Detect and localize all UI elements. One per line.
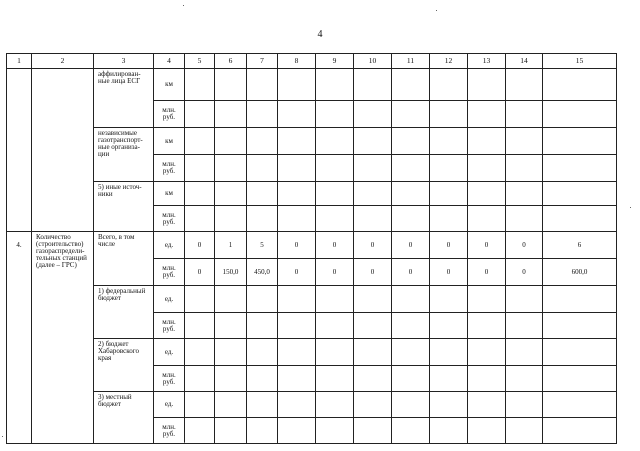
unit: млн. руб. (162, 317, 176, 333)
unit-cell (154, 69, 185, 101)
scan-speck (436, 10, 437, 11)
continued-section (7, 69, 617, 232)
value-cell (430, 339, 468, 366)
value-cell: 0 (430, 259, 468, 286)
value-cell (468, 128, 506, 155)
unit-cell (154, 366, 185, 392)
value-cell (215, 392, 247, 418)
value-cell (354, 182, 392, 206)
column-number: 8 (278, 54, 316, 69)
value-cell (506, 182, 543, 206)
value-cell (215, 206, 247, 232)
value-cell (543, 418, 617, 444)
value-cell (185, 366, 215, 392)
value-cell (185, 418, 215, 444)
value-cell (247, 128, 278, 155)
value-cell (506, 418, 543, 444)
value-cell (215, 286, 247, 313)
column-number: 14 (506, 54, 543, 69)
value-cell (430, 69, 468, 101)
unit-cell (154, 286, 185, 313)
table-row (7, 392, 617, 418)
value-cell: 0 (468, 232, 506, 259)
unit-cell (154, 182, 185, 206)
page-number: 4 (317, 29, 323, 40)
value-cell (316, 286, 354, 313)
value-cell (316, 418, 354, 444)
value-cell (278, 313, 316, 339)
value-cell (543, 313, 617, 339)
value-cell (185, 128, 215, 155)
indicator-name: Количество (строительство) газораспредели- тельных станций (далее – ГРС) (36, 233, 87, 269)
value-cell (247, 182, 278, 206)
unit-cell (154, 418, 185, 444)
funding-source-cell (94, 232, 154, 286)
funding-source: Всего, в том числе (98, 233, 135, 248)
value-cell: 0 (278, 232, 316, 259)
value-cell (543, 286, 617, 313)
funding-source: 3) местный бюджет (98, 393, 132, 408)
value-cell (543, 155, 617, 182)
unit: млн. руб. (162, 370, 176, 386)
value-cell (278, 206, 316, 232)
value-cell (543, 206, 617, 232)
value-cell (392, 128, 430, 155)
unit-cell (154, 313, 185, 339)
value-cell (468, 339, 506, 366)
funding-source: независимые газотранспорт- ные организа- ции (98, 129, 143, 158)
section-number: 4. (16, 241, 22, 249)
value-cell: 0 (316, 232, 354, 259)
scan-speck (630, 207, 631, 208)
column-number: 11 (392, 54, 430, 69)
value-cell (247, 206, 278, 232)
value-cell (247, 69, 278, 101)
value-cell (543, 101, 617, 128)
value-cell (392, 101, 430, 128)
value-cell (278, 418, 316, 444)
scan-speck (2, 436, 3, 437)
value-cell: 0 (354, 259, 392, 286)
value-cell (316, 206, 354, 232)
funding-source-cell (94, 69, 154, 128)
value-cell (392, 366, 430, 392)
value-cell (185, 69, 215, 101)
value-cell (506, 128, 543, 155)
value-cell: 0 (185, 259, 215, 286)
value-cell (430, 418, 468, 444)
unit-cell (154, 155, 185, 182)
column-number: 4 (154, 54, 185, 69)
value-cell (185, 101, 215, 128)
value-cell (354, 69, 392, 101)
value-cell (430, 366, 468, 392)
table-row (7, 128, 617, 155)
value-cell: 0 (316, 259, 354, 286)
value-cell (185, 392, 215, 418)
unit: млн. руб. (162, 210, 176, 226)
indicator-name-cell (32, 69, 94, 232)
value-cell (316, 392, 354, 418)
value-cell: 0 (278, 259, 316, 286)
value-cell (278, 69, 316, 101)
value-cell (316, 339, 354, 366)
value-cell (316, 313, 354, 339)
value-cell (278, 392, 316, 418)
value-cell (506, 366, 543, 392)
column-number: 9 (316, 54, 354, 69)
value-cell (506, 101, 543, 128)
value-cell (354, 366, 392, 392)
value-cell (215, 366, 247, 392)
table-row (7, 286, 617, 313)
row-number-cell (7, 232, 32, 444)
unit-cell (154, 128, 185, 155)
value-cell (247, 101, 278, 128)
value-cell (354, 418, 392, 444)
value-cell (247, 313, 278, 339)
unit: млн. руб. (162, 264, 176, 279)
value-cell (392, 313, 430, 339)
value-cell: 0 (392, 259, 430, 286)
value-cell (392, 339, 430, 366)
table-row (7, 339, 617, 366)
unit: млн. руб. (162, 422, 176, 438)
value-cell (316, 155, 354, 182)
value-cell (247, 155, 278, 182)
unit-cell (154, 392, 185, 418)
table-row (7, 69, 617, 101)
column-number: 3 (94, 54, 154, 69)
unit: км (165, 80, 173, 88)
column-number: 10 (354, 54, 392, 69)
value-cell: 600,0 (543, 259, 617, 286)
value-cell: 0 (354, 232, 392, 259)
value-cell (392, 206, 430, 232)
value-cell (506, 286, 543, 313)
value-cell (247, 392, 278, 418)
value-cell (247, 286, 278, 313)
value-cell (430, 101, 468, 128)
column-number: 12 (430, 54, 468, 69)
value-cell (430, 206, 468, 232)
value-cell (468, 418, 506, 444)
unit: км (165, 136, 173, 145)
value-cell (392, 155, 430, 182)
value-cell (468, 286, 506, 313)
value-cell (185, 286, 215, 313)
value-cell (392, 392, 430, 418)
unit-cell (154, 259, 185, 286)
table-row (7, 232, 617, 259)
value-cell (354, 392, 392, 418)
value-cell: 1 (215, 232, 247, 259)
unit-cell (154, 232, 185, 259)
funding-source-cell (94, 339, 154, 392)
value-cell (543, 128, 617, 155)
value-cell (354, 286, 392, 313)
value-cell (506, 339, 543, 366)
column-number-row (7, 54, 617, 69)
value-cell (247, 366, 278, 392)
column-number: 6 (215, 54, 247, 69)
value-cell (185, 339, 215, 366)
value-cell (215, 101, 247, 128)
unit: ед. (164, 240, 174, 249)
value-cell (543, 366, 617, 392)
value-cell (430, 128, 468, 155)
value-cell: 5 (247, 232, 278, 259)
value-cell (247, 418, 278, 444)
value-cell (430, 182, 468, 206)
value-cell (468, 182, 506, 206)
value-cell (316, 101, 354, 128)
value-cell (278, 128, 316, 155)
value-cell (185, 206, 215, 232)
unit: млн. руб. (162, 160, 176, 175)
funding-source-cell (94, 392, 154, 444)
value-cell (215, 155, 247, 182)
value-cell (354, 128, 392, 155)
value-cell (468, 206, 506, 232)
value-cell (430, 155, 468, 182)
value-cell (278, 366, 316, 392)
value-cell (316, 182, 354, 206)
value-cell (278, 339, 316, 366)
value-cell (354, 313, 392, 339)
funding-source: 2) бюджет Хабаровского края (98, 340, 139, 362)
value-cell (392, 182, 430, 206)
value-cell (506, 206, 543, 232)
section-4 (7, 232, 617, 444)
value-cell: 150,0 (215, 259, 247, 286)
value-cell (278, 155, 316, 182)
value-cell (468, 155, 506, 182)
column-number: 5 (185, 54, 215, 69)
value-cell (468, 313, 506, 339)
value-cell: 6 (543, 232, 617, 259)
unit: млн. руб. (162, 106, 176, 121)
value-cell (316, 69, 354, 101)
row-number-cell (7, 69, 32, 232)
value-cell (543, 392, 617, 418)
value-cell: 0 (468, 259, 506, 286)
column-number: 1 (7, 54, 32, 69)
unit: ед. (164, 347, 174, 356)
value-cell (506, 392, 543, 418)
value-cell (354, 101, 392, 128)
value-cell (468, 366, 506, 392)
unit-cell (154, 206, 185, 232)
value-cell (392, 418, 430, 444)
value-cell (392, 286, 430, 313)
value-cell (215, 182, 247, 206)
value-cell (430, 392, 468, 418)
value-cell (247, 339, 278, 366)
value-cell (543, 182, 617, 206)
value-cell (392, 69, 430, 101)
value-cell (316, 128, 354, 155)
unit: ед. (164, 294, 174, 303)
funding-source-cell (94, 128, 154, 182)
value-cell (506, 313, 543, 339)
column-number: 15 (543, 54, 617, 69)
unit-cell (154, 101, 185, 128)
unit: ед. (164, 400, 174, 408)
scan-speck (183, 5, 184, 6)
column-number: 13 (468, 54, 506, 69)
value-cell: 0 (392, 232, 430, 259)
funding-source-cell (94, 286, 154, 339)
value-cell (506, 155, 543, 182)
value-cell (215, 128, 247, 155)
value-cell (354, 339, 392, 366)
value-cell (215, 339, 247, 366)
value-cell (278, 286, 316, 313)
scan-speck (184, 442, 185, 443)
value-cell (215, 418, 247, 444)
column-number: 7 (247, 54, 278, 69)
value-cell: 450,0 (247, 259, 278, 286)
value-cell (215, 313, 247, 339)
value-cell (316, 366, 354, 392)
value-cell (354, 155, 392, 182)
unit-cell (154, 339, 185, 366)
value-cell (185, 313, 215, 339)
funding-source-cell (94, 182, 154, 232)
value-cell (430, 313, 468, 339)
funding-source: аффилирован- ные лица ЕСГ (98, 70, 141, 85)
funding-source: 1) федеральный бюджет (98, 287, 146, 302)
column-number: 2 (32, 54, 94, 69)
value-cell (430, 286, 468, 313)
value-cell (354, 206, 392, 232)
value-cell (468, 101, 506, 128)
value-cell (215, 69, 247, 101)
value-cell (506, 69, 543, 101)
value-cell (543, 69, 617, 101)
value-cell: 0 (185, 232, 215, 259)
unit: км (165, 189, 173, 197)
value-cell (543, 339, 617, 366)
value-cell: 0 (506, 259, 543, 286)
table-row (7, 182, 617, 206)
value-cell (278, 182, 316, 206)
funding-source: 5) иные источ- ники (98, 183, 142, 198)
value-cell: 0 (430, 232, 468, 259)
program-table (6, 53, 617, 444)
indicator-name-cell (32, 232, 94, 444)
value-cell (278, 101, 316, 128)
value-cell (468, 392, 506, 418)
value-cell (468, 69, 506, 101)
value-cell: 0 (506, 232, 543, 259)
value-cell (185, 182, 215, 206)
value-cell (185, 155, 215, 182)
